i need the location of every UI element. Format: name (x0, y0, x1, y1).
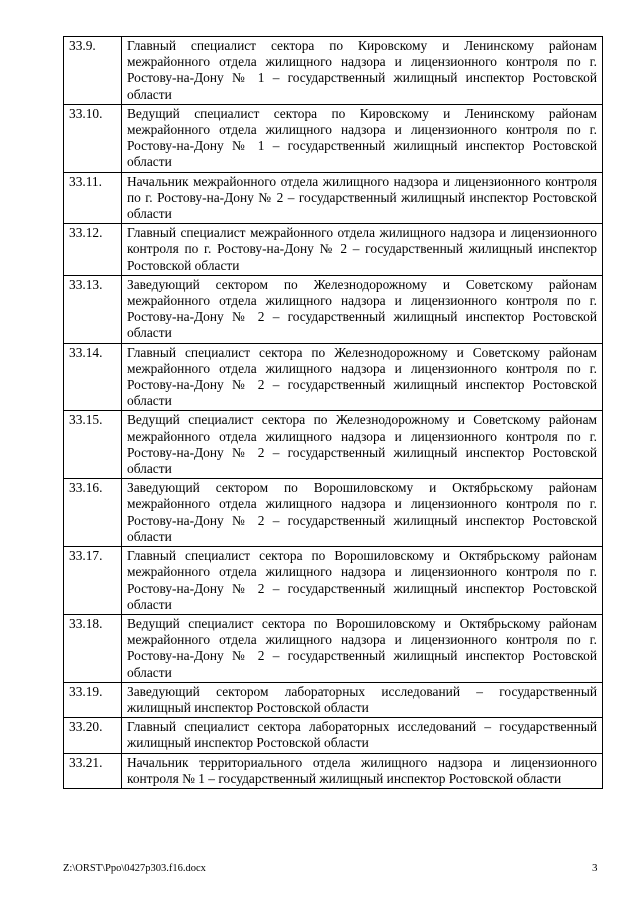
position-title: Ведущий специалист сектора по Железнодорожному и Советскому районам межрайонного отдела жилищного надзора и лицензионного контроля по г. Ростову-на-Дону № 2 – государственный жилищный инспектор Ростовской области (122, 411, 603, 479)
position-title: Начальник межрайонного отдела жилищного надзора и лицензионного контроля по г. Ростову-на-Дону № 2 – государственный жилищный инспектор Ростовской области (122, 172, 603, 224)
row-number: 33.10. (64, 104, 122, 172)
position-title: Заведующий сектором по Железнодорожному и Советскому районам межрайонного отдела жилищного надзора и лицензионного контроля по г. Ростову-на-Дону № 2 – государственный жилищный инспектор Ростовской области (122, 275, 603, 343)
row-number: 33.21. (64, 753, 122, 788)
position-title: Главный специалист сектора по Кировскому и Ленинскому районам межрайонного отдела жилищного надзора и лицензионного контроля по г. Ростову-на-Дону № 1 – государственный жилищный инспектор Ростовской области (122, 37, 603, 105)
table-row (64, 275, 603, 343)
position-title: Главный специалист сектора лабораторных исследований – государственный жилищный инспектор Ростовской области (122, 718, 603, 753)
row-number: 33.19. (64, 682, 122, 717)
row-number: 33.14. (64, 343, 122, 411)
table-row (64, 479, 603, 547)
position-title: Главный специалист межрайонного отдела жилищного надзора и лицензионного контроля по г. Ростову-на-Дону № 2 – государственный жилищный инспектор Ростовской области (122, 224, 603, 276)
table-row (64, 104, 603, 172)
table-row (64, 718, 603, 753)
table-row (64, 753, 603, 788)
row-number: 33.13. (64, 275, 122, 343)
row-number: 33.17. (64, 547, 122, 615)
row-number: 33.20. (64, 718, 122, 753)
positions-table (63, 36, 603, 789)
table-row (64, 547, 603, 615)
row-number: 33.16. (64, 479, 122, 547)
row-number: 33.18. (64, 614, 122, 682)
table-row (64, 224, 603, 276)
footer-file-path: Z:\ORST\Ppo\0427p303.f16.docx (63, 863, 206, 874)
row-number: 33.15. (64, 411, 122, 479)
position-title: Главный специалист сектора по Железнодорожному и Советскому районам межрайонного отдела жилищного надзора и лицензионного контроля по г. Ростову-на-Дону № 2 – государственный жилищный инспектор Ростовской области (122, 343, 603, 411)
table-row (64, 682, 603, 717)
row-number: 33.9. (64, 37, 122, 105)
position-title: Заведующий сектором по Ворошиловскому и Октябрьскому районам межрайонного отдела жилищного надзора и лицензионного контроля по г. Ростову-на-Дону № 2 – государственный жилищный инспектор Ростовской области (122, 479, 603, 547)
position-title: Заведующий сектором лабораторных исследований – государственный жилищный инспектор Ростовской области (122, 682, 603, 717)
row-number: 33.11. (64, 172, 122, 224)
position-title: Ведущий специалист сектора по Ворошиловскому и Октябрьскому районам межрайонного отдела жилищного надзора и лицензионного контроля по г. Ростову-на-Дону № 2 – государственный жилищный инспектор Ростовской области (122, 614, 603, 682)
row-number: 33.12. (64, 224, 122, 276)
table-row (64, 172, 603, 224)
table-row (64, 343, 603, 411)
position-title: Ведущий специалист сектора по Кировскому и Ленинскому районам межрайонного отдела жилищного надзора и лицензионного контроля по г. Ростову-на-Дону № 1 – государственный жилищный инспектор Ростовской области (122, 104, 603, 172)
position-title: Начальник территориального отдела жилищного надзора и лицензионного контроля № 1 – государственный жилищный инспектор Ростовской области (122, 753, 603, 788)
position-title: Главный специалист сектора по Ворошиловскому и Октябрьскому районам межрайонного отдела жилищного надзора и лицензионного контроля по г. Ростову-на-Дону № 2 – государственный жилищный инспектор Ростовской области (122, 547, 603, 615)
table-row (64, 614, 603, 682)
table-row (64, 37, 603, 105)
table-row (64, 411, 603, 479)
page-number: 3 (592, 862, 598, 874)
